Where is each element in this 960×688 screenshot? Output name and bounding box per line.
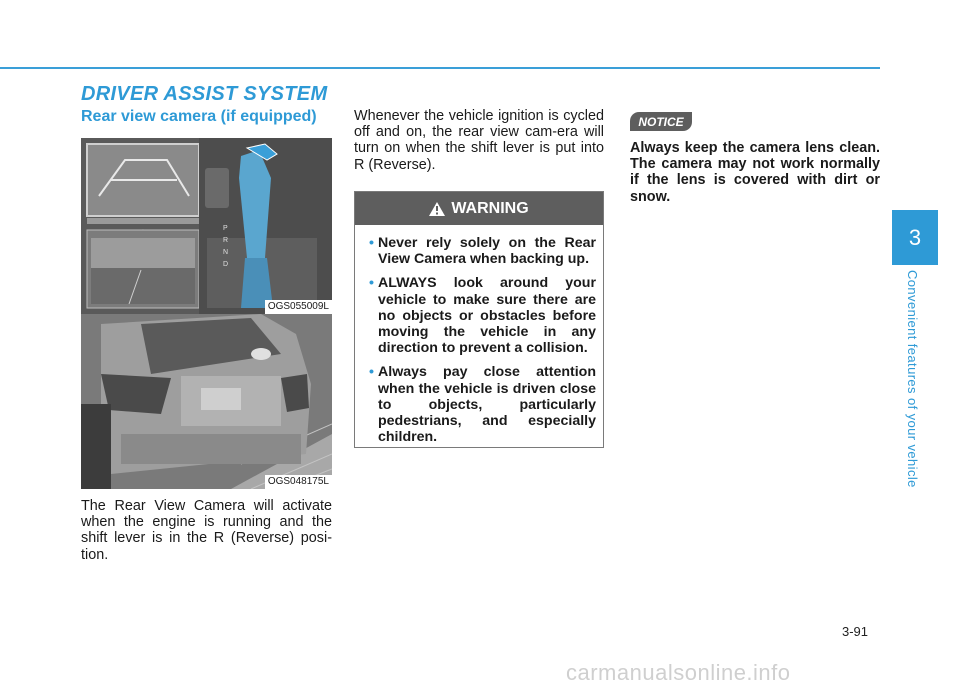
- figure-code-label: OGS055009L: [265, 300, 332, 314]
- svg-text:N: N: [223, 249, 229, 256]
- shift-lever-illustration: [81, 138, 332, 314]
- header-rule: [0, 67, 880, 69]
- warning-triangle-icon: [429, 202, 445, 216]
- figure-code-label: OGS048175L: [265, 475, 332, 489]
- chapter-title: Convenient features of your vehicle: [905, 270, 920, 488]
- svg-text:R: R: [223, 237, 229, 244]
- bullet-icon: •: [369, 364, 374, 381]
- warning-box: [354, 191, 604, 448]
- notice-text: Always keep the camera lens clean. The camera may not work normally if the lens is covered with dirt or snow.: [630, 140, 880, 205]
- watermark[interactable]: carmanualsonline.info: [566, 660, 791, 685]
- notice-badge: NOTICE: [630, 112, 692, 131]
- warning-list: [355, 225, 603, 445]
- warning-item: • ALWAYS look around your vehicle to make sure there are no objects or obstacles before moving the vehicle in any direction to prevent a collision.: [369, 275, 596, 357]
- chapter-number-tab: 3: [892, 210, 938, 265]
- rear-camera-figure: [81, 314, 332, 489]
- warning-item: • Always pay close attention when the vehicle is driven close to objects, particularly pedestrians, and especially children.: [369, 364, 596, 446]
- subsection-title: Rear view camera (if equipped): [81, 108, 317, 125]
- page-number: 3-91: [842, 624, 869, 639]
- warning-title: WARNING: [451, 199, 529, 217]
- ignition-cycle-text: Whenever the vehicle ignition is cycled off and on, the rear view cam-era will turn on when the shift lever is put into R (Reverse).: [354, 108, 604, 173]
- warning-header: [355, 192, 603, 225]
- section-title: DRIVER ASSIST SYSTEM: [81, 83, 328, 105]
- shift-lever-camera-figure: [81, 138, 332, 314]
- vehicle-rear-illustration: [81, 314, 332, 489]
- warning-item: • Never rely solely on the Rear View Camera when backing up.: [369, 235, 596, 268]
- bullet-icon: •: [369, 275, 374, 292]
- bullet-icon: •: [369, 235, 374, 251]
- svg-text:P: P: [223, 225, 228, 232]
- camera-activation-text: The Rear View Camera will activate when the engine is running and the shift lever is in the R (Reverse) posi-tion.: [81, 498, 332, 563]
- svg-text:D: D: [223, 261, 229, 268]
